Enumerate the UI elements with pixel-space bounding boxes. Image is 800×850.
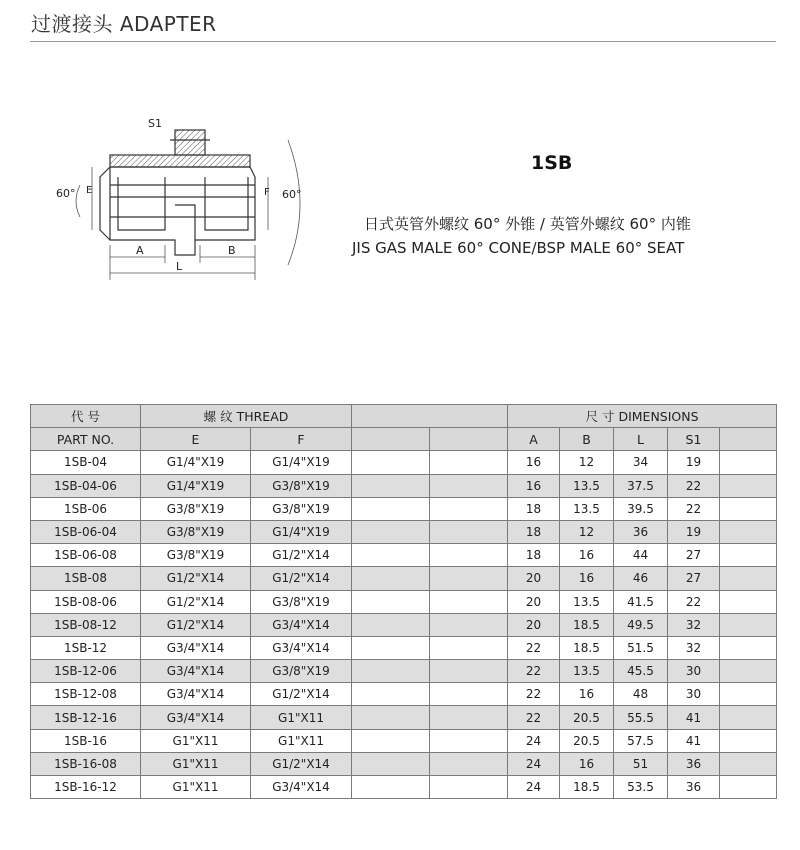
fitting-outline <box>100 130 255 255</box>
blank-cell <box>720 729 777 752</box>
thread-f-cell: G3/4"X14 <box>251 636 352 659</box>
table-header-row-2 <box>31 428 777 451</box>
thread-e-cell: G3/4"X14 <box>141 660 251 683</box>
thread-e-cell: G1"X11 <box>141 752 251 775</box>
dim-s1-cell: 30 <box>668 683 720 706</box>
blank-cell <box>720 590 777 613</box>
table-row <box>31 660 777 683</box>
thread-f-cell: G3/8"X19 <box>251 660 352 683</box>
dim-s1-cell: 32 <box>668 613 720 636</box>
dim-a-cell: 16 <box>508 474 560 497</box>
dim-a-cell: 22 <box>508 636 560 659</box>
table-row <box>31 776 777 799</box>
blank-cell <box>352 613 430 636</box>
dim-s1-cell: 41 <box>668 706 720 729</box>
blank-cell <box>352 776 430 799</box>
thread-e-cell: G3/8"X19 <box>141 544 251 567</box>
dim-l-cell: 51.5 <box>614 636 668 659</box>
part-number-cell: 1SB-04-06 <box>31 474 141 497</box>
dim-b-cell: 16 <box>560 752 614 775</box>
part-number-cell: 1SB-12-06 <box>31 660 141 683</box>
header-blank-1 <box>352 428 430 451</box>
part-number-cell: 1SB-16-12 <box>31 776 141 799</box>
blank-cell <box>720 706 777 729</box>
dim-a-cell: 18 <box>508 520 560 543</box>
thread-e-cell: G3/8"X19 <box>141 520 251 543</box>
part-number-cell: 1SB-16 <box>31 729 141 752</box>
blank-cell <box>352 683 430 706</box>
blank-cell <box>352 474 430 497</box>
header-s1: S1 <box>668 428 720 451</box>
table-row <box>31 752 777 775</box>
table-row <box>31 567 777 590</box>
adapter-technical-drawing <box>50 105 320 290</box>
dim-b-cell: 18.5 <box>560 613 614 636</box>
thread-f-cell: G1"X11 <box>251 706 352 729</box>
table-row <box>31 729 777 752</box>
blank-cell <box>720 660 777 683</box>
dim-b-cell: 18.5 <box>560 636 614 659</box>
table-row <box>31 520 777 543</box>
thread-f-cell: G1/4"X19 <box>251 520 352 543</box>
blank-cell <box>430 683 508 706</box>
dim-s1-cell: 41 <box>668 729 720 752</box>
dim-s1-cell: 36 <box>668 752 720 775</box>
blank-cell <box>430 474 508 497</box>
dim-l-cell: 37.5 <box>614 474 668 497</box>
e-label: E <box>86 185 93 196</box>
thread-f-cell: G1/2"X14 <box>251 567 352 590</box>
blank-cell <box>430 451 508 474</box>
table-row <box>31 613 777 636</box>
page-title: 过渡接头 ADAPTER <box>31 12 217 36</box>
dimensions-table <box>30 404 777 799</box>
blank-cell <box>430 497 508 520</box>
header-f: F <box>251 428 352 451</box>
product-description-en: JIS GAS MALE 60° CONE/BSP MALE 60° SEAT <box>352 239 685 257</box>
blank-cell <box>430 660 508 683</box>
blank-cell <box>720 636 777 659</box>
dim-b-cell: 13.5 <box>560 590 614 613</box>
table-row <box>31 706 777 729</box>
thread-e-cell: G1/2"X14 <box>141 567 251 590</box>
header-dimensions: 尺 寸 DIMENSIONS <box>508 405 777 428</box>
thread-f-cell: G1"X11 <box>251 729 352 752</box>
header-blank <box>352 405 508 428</box>
dim-b-cell: 16 <box>560 567 614 590</box>
table-row <box>31 544 777 567</box>
dim-s1-cell: 30 <box>668 660 720 683</box>
dim-a-cell: 24 <box>508 776 560 799</box>
blank-cell <box>430 567 508 590</box>
dim-b-cell: 18.5 <box>560 776 614 799</box>
table-row <box>31 497 777 520</box>
blank-cell <box>352 660 430 683</box>
blank-cell <box>720 451 777 474</box>
blank-cell <box>352 590 430 613</box>
header-l: L <box>614 428 668 451</box>
dim-a-cell: 24 <box>508 752 560 775</box>
dim-s1-cell: 22 <box>668 497 720 520</box>
blank-cell <box>352 752 430 775</box>
dim-l-cell: 53.5 <box>614 776 668 799</box>
s1-label: S1 <box>148 117 162 130</box>
blank-cell <box>720 613 777 636</box>
thread-f-cell: G3/4"X14 <box>251 776 352 799</box>
header-divider <box>30 41 776 42</box>
thread-e-cell: G3/4"X14 <box>141 706 251 729</box>
dim-s1-cell: 19 <box>668 520 720 543</box>
header-thread: 螺 纹 THREAD <box>141 405 352 428</box>
dim-l-cell: 41.5 <box>614 590 668 613</box>
part-number-cell: 1SB-08 <box>31 567 141 590</box>
thread-f-cell: G3/8"X19 <box>251 474 352 497</box>
part-number-cell: 1SB-06-08 <box>31 544 141 567</box>
dim-a-cell: 20 <box>508 613 560 636</box>
header-a: A <box>508 428 560 451</box>
dim-b-cell: 20.5 <box>560 706 614 729</box>
dim-b-cell: 13.5 <box>560 497 614 520</box>
blank-cell <box>352 451 430 474</box>
dim-l-cell: 39.5 <box>614 497 668 520</box>
dim-l-cell: 45.5 <box>614 660 668 683</box>
thread-e-cell: G1"X11 <box>141 776 251 799</box>
angle-right-label: 60° <box>282 188 302 201</box>
thread-e-cell: G1/4"X19 <box>141 474 251 497</box>
blank-cell <box>352 520 430 543</box>
dim-b-cell: 12 <box>560 520 614 543</box>
thread-f-cell: G1/4"X19 <box>251 451 352 474</box>
blank-cell <box>352 544 430 567</box>
header-b: B <box>560 428 614 451</box>
dim-b-cell: 12 <box>560 451 614 474</box>
dim-a-cell: 22 <box>508 706 560 729</box>
dim-l-cell: 46 <box>614 567 668 590</box>
dim-s1-cell: 27 <box>668 567 720 590</box>
dim-s1-cell: 19 <box>668 451 720 474</box>
dim-a-cell: 18 <box>508 497 560 520</box>
blank-cell <box>720 776 777 799</box>
dim-l-cell: 51 <box>614 752 668 775</box>
dim-s1-cell: 32 <box>668 636 720 659</box>
part-number-cell: 1SB-04 <box>31 451 141 474</box>
blank-cell <box>720 683 777 706</box>
table-body <box>31 405 777 799</box>
thread-f-cell: G1/2"X14 <box>251 683 352 706</box>
blank-cell <box>720 752 777 775</box>
header-blank-3 <box>720 428 777 451</box>
thread-f-cell: G1/2"X14 <box>251 752 352 775</box>
blank-cell <box>430 636 508 659</box>
blank-cell <box>430 706 508 729</box>
part-number-cell: 1SB-08-12 <box>31 613 141 636</box>
dim-a-cell: 20 <box>508 590 560 613</box>
dim-b-cell: 16 <box>560 683 614 706</box>
part-number-cell: 1SB-08-06 <box>31 590 141 613</box>
angle-left-label: 60° <box>56 187 76 200</box>
part-number-cell: 1SB-12-16 <box>31 706 141 729</box>
dim-l-cell: 57.5 <box>614 729 668 752</box>
thread-e-cell: G1"X11 <box>141 729 251 752</box>
blank-cell <box>720 567 777 590</box>
thread-e-cell: G1/2"X14 <box>141 590 251 613</box>
table-row <box>31 683 777 706</box>
dim-a-cell: 22 <box>508 660 560 683</box>
blank-cell <box>430 590 508 613</box>
blank-cell <box>352 567 430 590</box>
thread-e-cell: G3/4"X14 <box>141 636 251 659</box>
dim-l-cell: 55.5 <box>614 706 668 729</box>
part-number-cell: 1SB-12-08 <box>31 683 141 706</box>
dim-s1-cell: 36 <box>668 776 720 799</box>
table-row <box>31 636 777 659</box>
dim-s1-cell: 22 <box>668 474 720 497</box>
product-description-cn: 日式英管外螺纹 60° 外锥 / 英管外螺纹 60° 内锥 <box>364 215 691 233</box>
blank-cell <box>720 497 777 520</box>
header-e: E <box>141 428 251 451</box>
dim-a-cell: 18 <box>508 544 560 567</box>
blank-cell <box>352 706 430 729</box>
thread-e-cell: G3/8"X19 <box>141 497 251 520</box>
table-row <box>31 474 777 497</box>
table-header-row-1 <box>31 405 777 428</box>
dim-l-cell: 48 <box>614 683 668 706</box>
blank-cell <box>430 729 508 752</box>
dim-b-cell: 13.5 <box>560 474 614 497</box>
product-code: 1SB <box>531 152 573 174</box>
b-label: B <box>228 244 236 257</box>
dim-l-cell: 36 <box>614 520 668 543</box>
blank-cell <box>430 776 508 799</box>
thread-f-cell: G3/4"X14 <box>251 613 352 636</box>
thread-f-cell: G1/2"X14 <box>251 544 352 567</box>
dim-a-cell: 24 <box>508 729 560 752</box>
dim-s1-cell: 27 <box>668 544 720 567</box>
thread-e-cell: G1/2"X14 <box>141 613 251 636</box>
dim-b-cell: 20.5 <box>560 729 614 752</box>
blank-cell <box>430 613 508 636</box>
part-number-cell: 1SB-06 <box>31 497 141 520</box>
blank-cell <box>720 544 777 567</box>
part-number-cell: 1SB-06-04 <box>31 520 141 543</box>
dim-l-cell: 34 <box>614 451 668 474</box>
dim-l-cell: 44 <box>614 544 668 567</box>
thread-f-cell: G3/8"X19 <box>251 590 352 613</box>
l-label: L <box>176 260 183 273</box>
blank-cell <box>430 520 508 543</box>
header-part-en: PART NO. <box>31 428 141 451</box>
thread-e-cell: G1/4"X19 <box>141 451 251 474</box>
f-label: F <box>264 187 270 198</box>
dim-b-cell: 16 <box>560 544 614 567</box>
dim-a-cell: 16 <box>508 451 560 474</box>
table-row <box>31 451 777 474</box>
thread-f-cell: G3/8"X19 <box>251 497 352 520</box>
blank-cell <box>352 729 430 752</box>
blank-cell <box>720 520 777 543</box>
blank-cell <box>430 544 508 567</box>
part-number-cell: 1SB-12 <box>31 636 141 659</box>
blank-cell <box>720 474 777 497</box>
thread-e-cell: G3/4"X14 <box>141 683 251 706</box>
blank-cell <box>430 752 508 775</box>
dim-b-cell: 13.5 <box>560 660 614 683</box>
blank-cell <box>352 497 430 520</box>
header-part-cn: 代 号 <box>31 405 141 428</box>
blank-cell <box>352 636 430 659</box>
dim-a-cell: 20 <box>508 567 560 590</box>
a-label: A <box>136 244 144 257</box>
dim-l-cell: 49.5 <box>614 613 668 636</box>
header-blank-2 <box>430 428 508 451</box>
dim-a-cell: 22 <box>508 683 560 706</box>
table-row <box>31 590 777 613</box>
part-number-cell: 1SB-16-08 <box>31 752 141 775</box>
dim-s1-cell: 22 <box>668 590 720 613</box>
